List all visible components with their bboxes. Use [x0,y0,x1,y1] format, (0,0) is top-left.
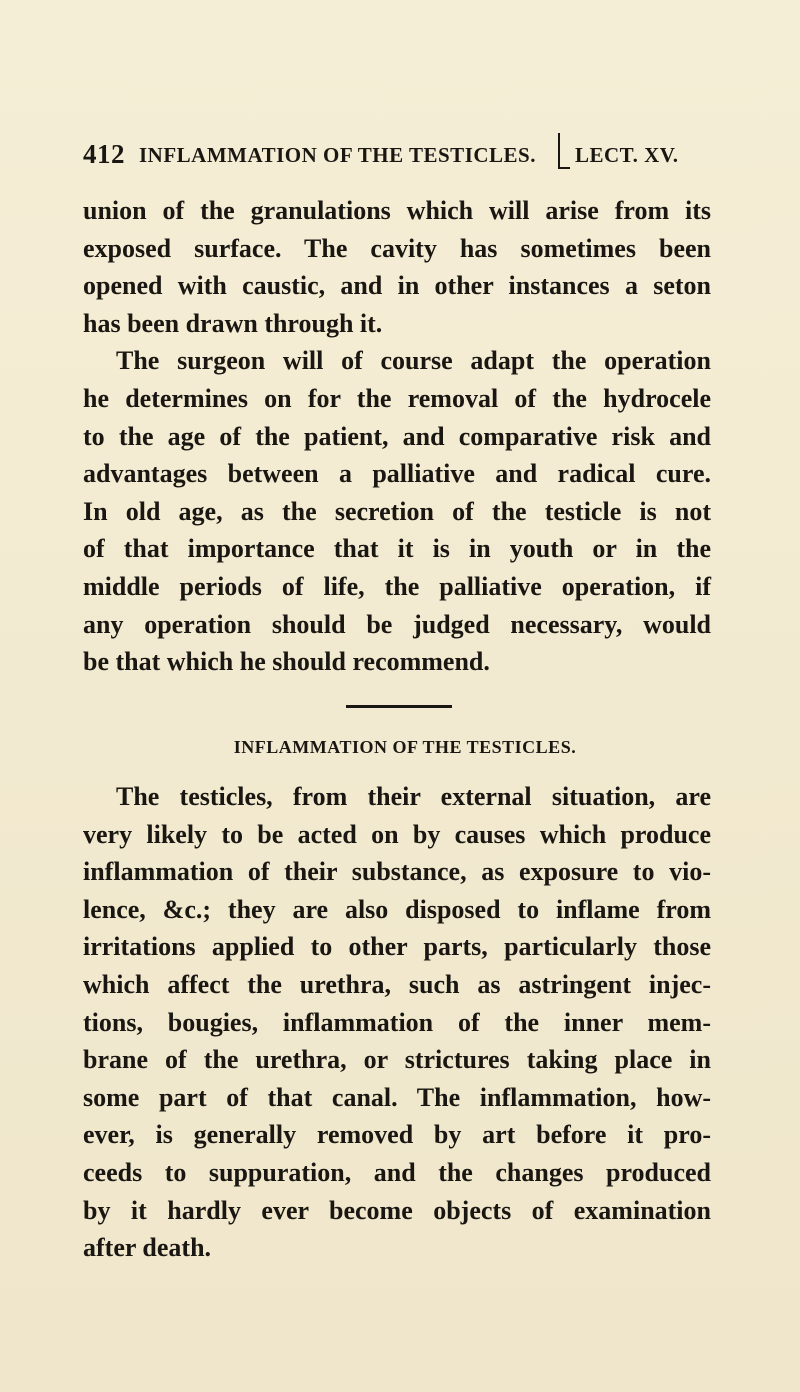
text-line: of that importance that it is in youth or in the [83,534,711,564]
text-line: inflammation of their substance, as exposure to vio- [83,857,711,887]
text-line: he determines on for the removal of the hydrocele [83,383,711,413]
section-heading: INFLAMMATION OF THE TESTICLES. [233,737,577,757]
text-line: lence, &c.; they are also disposed to inflame from [83,894,711,924]
lecture-number: LECT. XV. [575,143,679,167]
text-line: advantages between a palliative and radical cure. [83,459,711,489]
text-line: union of the granulations which will arise from its [83,196,711,225]
text-line: exposed surface. The cavity has sometimes been [83,233,711,263]
text-line: has been drawn through it. [83,308,383,338]
text-line: middle periods of life, the palliative operation, if [83,571,711,601]
text-line: some part of that canal. The inflammation, how- [83,1082,711,1112]
text-line: irritations applied to other parts, particularly those [83,932,711,962]
text-line: The surgeon will of course adapt the operation [116,346,711,376]
text-line: ever, is generally removed by art before it pro- [83,1120,711,1150]
text-line: In old age, as the secretion of the testicle is not [83,496,711,526]
text-line: which affect the urethra, such as astringent injec- [83,969,711,999]
section-divider [346,705,452,708]
paragraph-3 [83,778,711,1267]
text-line: to the age of the patient, and comparative risk and [83,421,711,451]
paragraph-2 [83,342,711,680]
bracket-mark [558,133,570,169]
text-line: ceeds to suppuration, and the changes produced [83,1157,711,1187]
text-line: very likely to be acted on by causes which produce [83,819,711,849]
text-line: The testicles, from their external situation, are [116,782,711,811]
running-head-title: INFLAMMATION OF THE TESTICLES. [139,143,536,167]
running-head [83,137,723,177]
text-line: be that which he should recommend. [83,647,490,677]
page-number: 412 [83,139,125,169]
text-line: any operation should be judged necessary, would [83,609,711,639]
text-line: by it hardly ever become objects of examination [83,1195,711,1225]
text-line: tions, bougies, inflammation of the inner mem- [83,1007,711,1037]
text-line: after death. [83,1233,212,1263]
text-line: brane of the urethra, or strictures taking place in [83,1045,711,1075]
text-line: opened with caustic, and in other instances a seton [83,271,711,301]
paragraph-1 [83,192,711,342]
